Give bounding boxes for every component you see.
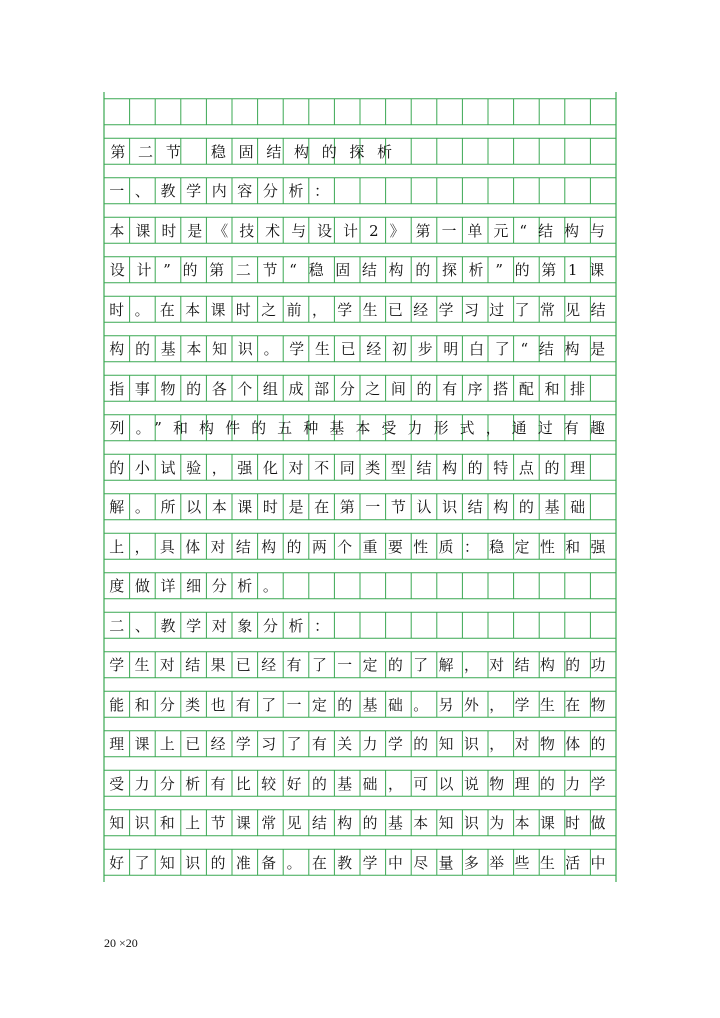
grid-row-cells bbox=[104, 99, 616, 125]
manuscript-row: 解。所以本课时是在第一节认识结构的基础 bbox=[109, 498, 596, 517]
manuscript-row: 好了知识的准备。在教学中尽量多举些生活中 bbox=[109, 853, 616, 872]
manuscript-row: 设计”的第二节“稳固结构的探析”的第1课 bbox=[109, 261, 617, 280]
manuscript-row: 列。”和构件的五种基本受力形式，通过有趣 bbox=[109, 419, 616, 438]
manuscript-row: 本课时是《技术与设计2》第一单元“结构与 bbox=[109, 221, 616, 240]
manuscript-row: 知识和上节课常见结构的基本知识为本课时做 bbox=[109, 814, 616, 833]
manuscript-row: 二、教学对象分析： bbox=[109, 616, 340, 635]
manuscript-row: 指事物的各个组成部分之间的有序搭配和排 bbox=[109, 379, 596, 398]
grid-size-label: 20 ×20 bbox=[104, 936, 138, 950]
manuscript-row: 第二节 稳固结构的探析 bbox=[110, 142, 405, 161]
manuscript-row: 时。在本课时之前，学生已经学习过了常见结 bbox=[109, 300, 616, 319]
manuscript-row: 的小试验，强化对不同类型结构的特点的理 bbox=[109, 458, 596, 477]
manuscript-row: 理课上已经学习了有关力学的知识，对物体的 bbox=[109, 735, 616, 754]
manuscript-row: 度做详细分析。 bbox=[109, 577, 289, 596]
manuscript-row: 能和分类也有了一定的基础。另外，学生在物 bbox=[109, 695, 616, 714]
manuscript-row: 受力分析有比较好的基础，可以说物理的力学 bbox=[109, 774, 616, 793]
manuscript-row: 一、教学内容分析： bbox=[109, 182, 340, 201]
manuscript-row: 上，具体对结构的两个重要性质：稳定性和强 bbox=[109, 537, 616, 556]
manuscript-row: 构的基本知识。学生已经初步明白了“结构是 bbox=[109, 340, 617, 359]
manuscript-row: 学生对结果已经有了一定的了解，对结构的功 bbox=[109, 656, 616, 675]
